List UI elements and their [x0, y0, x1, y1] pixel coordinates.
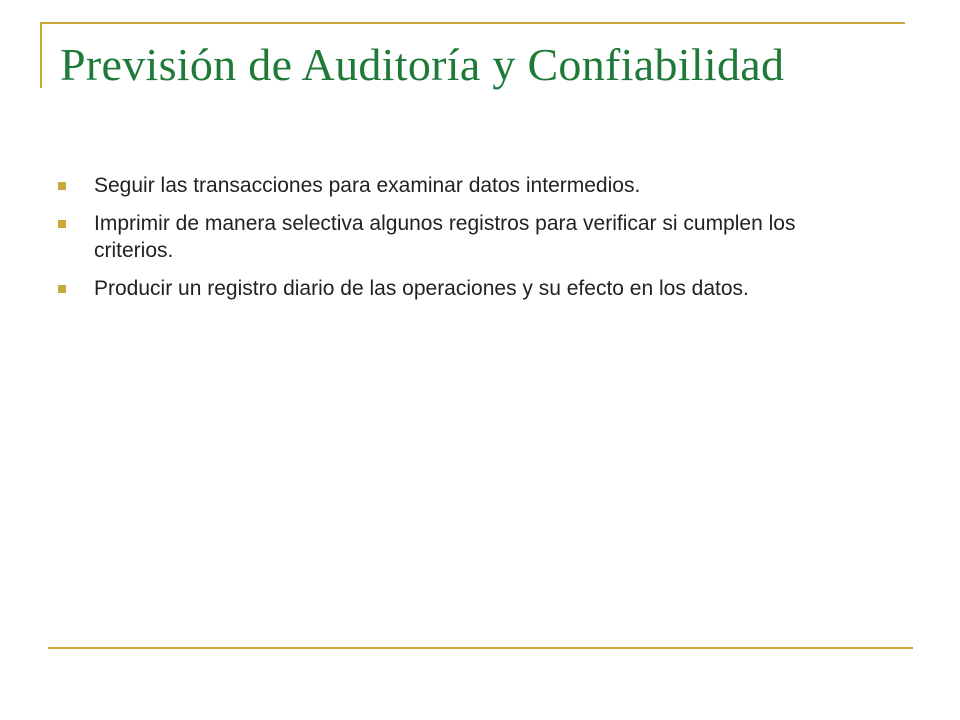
left-rule: [40, 22, 42, 88]
slide-title: Previsión de Auditoría y Confiabilidad: [60, 39, 785, 90]
bullet-text: Producir un registro diario de las operaciones y su efecto en los datos.: [94, 277, 749, 300]
square-bullet-icon: [58, 220, 66, 228]
bullet-text: Imprimir de manera selectiva algunos registros para verificar si cumplen los criterios.: [94, 212, 796, 262]
bullet-list: [56, 172, 856, 313]
bottom-rule: [48, 647, 913, 649]
bullet-text: Seguir las transacciones para examinar datos intermedios.: [94, 174, 641, 197]
top-rule: [40, 22, 905, 24]
square-bullet-icon: [58, 285, 66, 293]
bullet-item: [56, 275, 856, 302]
bullet-item: [56, 172, 856, 199]
square-bullet-icon: [58, 182, 66, 190]
bullet-item: [56, 210, 856, 264]
